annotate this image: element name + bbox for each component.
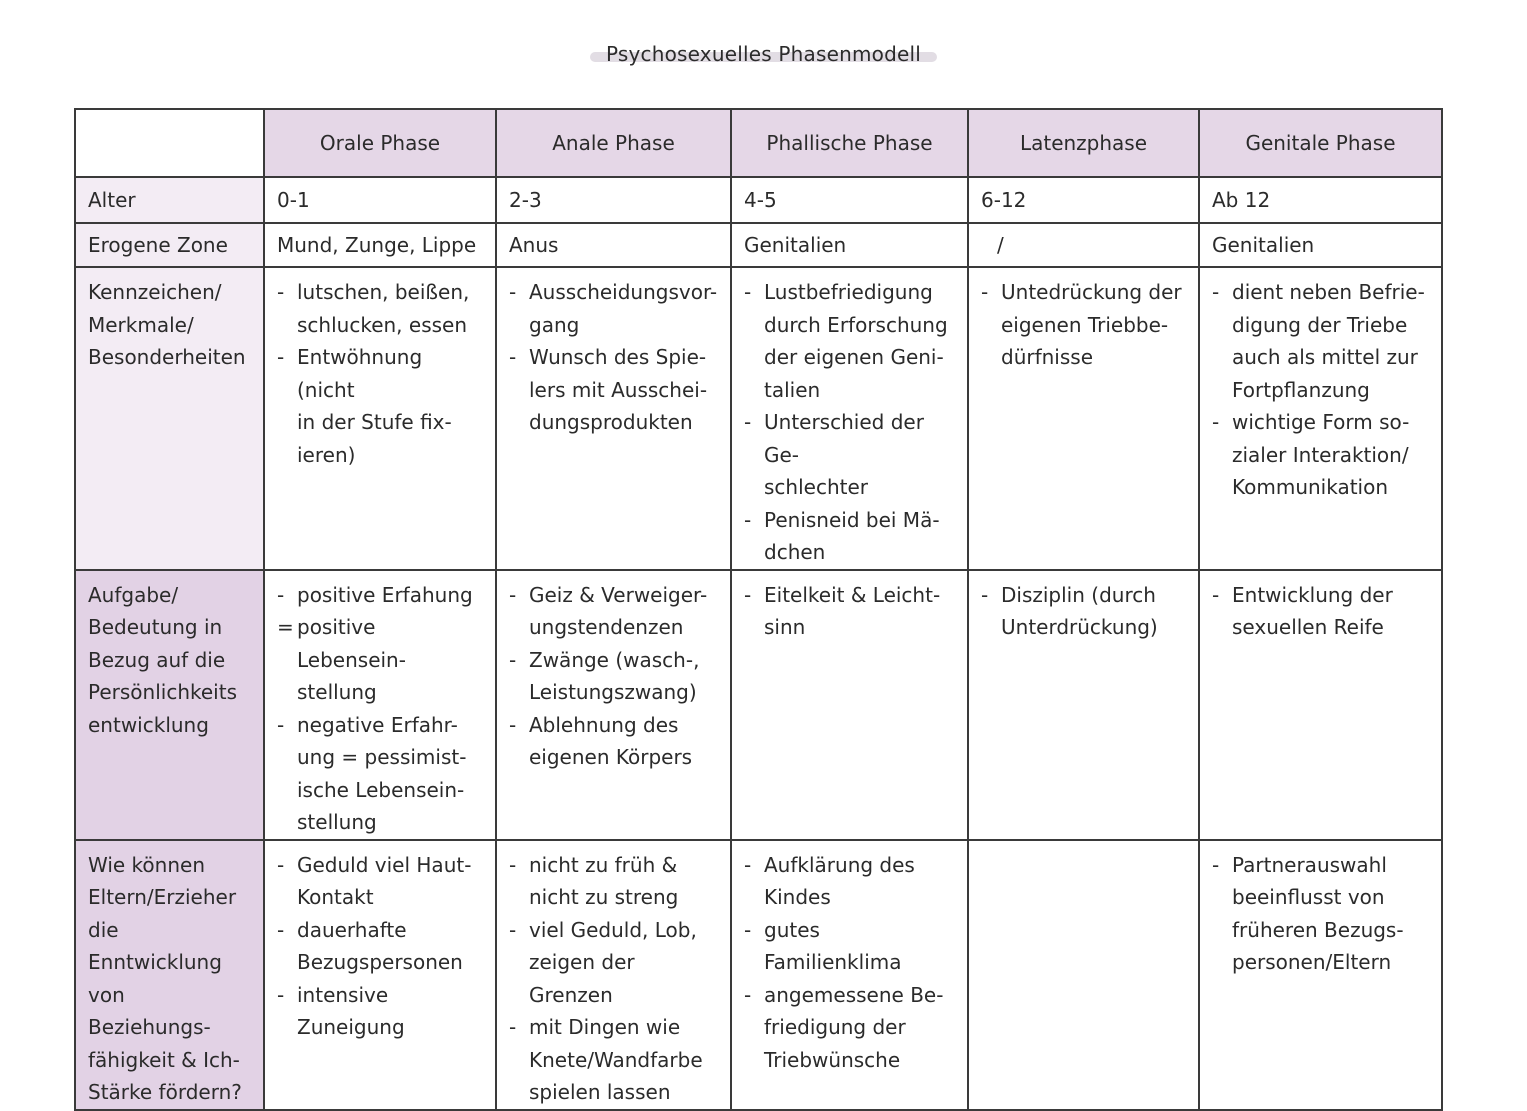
- bullet-line: - Unterschied der Ge-: [764, 410, 924, 467]
- row-label-kennzeichen: [75, 267, 264, 570]
- bullet-item: [509, 341, 718, 439]
- bullet-line: Kommunikation: [1232, 475, 1389, 499]
- cell-aufgabe-anale: [496, 570, 731, 840]
- cell-zone-genitale: Genitalien: [1199, 223, 1442, 267]
- bullet-line: Kindes: [764, 885, 831, 909]
- cell-aufgabe-latenz: [968, 570, 1199, 840]
- bullet-line: schlechter: [764, 475, 868, 499]
- bullet-line: - angemessene Be-: [764, 982, 944, 1007]
- bullet-line: beeinflusst von: [1232, 885, 1385, 909]
- bullet-line: - viel Geduld, Lob,: [529, 917, 697, 942]
- cell-zone-anale: Anus: [496, 223, 731, 267]
- bullet-item: [744, 276, 955, 406]
- bullet-line: - Partnerauswahl: [1232, 852, 1387, 877]
- bullet-line: - Untedrückung der: [1001, 280, 1182, 304]
- bullet-item: [509, 579, 718, 644]
- cell-foerderung-anale: [496, 840, 731, 1110]
- bullet-line: zialer Interaktion/: [1232, 442, 1409, 467]
- bullet-item: [981, 276, 1186, 374]
- label-line: Stärke fördern?: [88, 1080, 242, 1104]
- label-line: entwicklung: [88, 712, 209, 737]
- bullet-list: [744, 849, 955, 1077]
- bullet-list: [744, 579, 955, 644]
- bullet-line: lers mit Ausschei-: [529, 377, 708, 402]
- bullet-item: [744, 979, 955, 1077]
- cell-kennzeichen-orale: [264, 267, 496, 570]
- header-row: [75, 109, 1442, 177]
- bullet-item: [509, 644, 718, 709]
- bullet-item: [744, 406, 955, 504]
- bullet-list: [981, 579, 1186, 644]
- bullet-line: - wichtige Form so-: [1232, 410, 1410, 434]
- label-line: Bedeutung in: [88, 615, 223, 639]
- bullet-line: - Penisneid bei Mä-: [764, 507, 940, 532]
- bullet-line: auch als mittel zur: [1232, 345, 1418, 369]
- bullet-line: - gutes Familienklima: [764, 917, 902, 974]
- row-foerderung: [75, 840, 1442, 1110]
- cell-kennzeichen-phallische: [731, 267, 968, 570]
- bullet-list: [1212, 579, 1429, 644]
- bullet-line: digung der Triebe: [1232, 312, 1408, 337]
- bullet-line: - Eitelkeit & Leicht-: [764, 582, 941, 607]
- bullet-item: [509, 914, 718, 1012]
- cell-alter-orale: 0-1: [264, 177, 496, 223]
- cell-alter-phallische: 4-5: [731, 177, 968, 223]
- bullet-line: dungsprodukten: [529, 410, 693, 434]
- bullet-list: [277, 276, 483, 471]
- cell-zone-orale: Mund, Zunge, Lippe: [264, 223, 496, 267]
- bullet-line: der eigenen Geni-: [764, 345, 944, 369]
- bullet-list: [1212, 849, 1429, 979]
- bullet-list: [509, 849, 718, 1109]
- cell-foerderung-orale: [264, 840, 496, 1110]
- label-line: Bezug auf die: [88, 647, 226, 672]
- bullet-line: durch Erforschung: [764, 312, 948, 337]
- bullet-list: [277, 579, 483, 839]
- bullet-item: [277, 979, 483, 1044]
- bullet-line: früheren Bezugs-: [1232, 917, 1404, 942]
- label-line: Aufgabe/: [88, 582, 179, 607]
- bullet-item: [509, 1011, 718, 1109]
- cell-aufgabe-phallische: [731, 570, 968, 840]
- row-aufgabe: [75, 570, 1442, 840]
- bullet-item: [744, 914, 955, 979]
- cell-foerderung-phallische: [731, 840, 968, 1110]
- bullet-item: [1212, 579, 1429, 644]
- bullet-line: in der Stufe fix-: [297, 410, 452, 434]
- bullet-line: eigenen Triebbe-: [1001, 312, 1169, 337]
- row-label-alter: Alter: [75, 177, 264, 223]
- page-title: Psychosexuelles Phasenmodell: [590, 42, 937, 66]
- bullet-item: [509, 709, 718, 774]
- cell-aufgabe-orale: [264, 570, 496, 840]
- bullet-line: Unterdrückung): [1001, 615, 1158, 639]
- row-erogene-zone: [75, 223, 1442, 267]
- label-line: fähigkeit & Ich-: [88, 1047, 240, 1072]
- bullet-line: - Zwänge (wasch-,: [529, 647, 700, 672]
- bullet-line: - Lustbefriedigung: [764, 280, 933, 304]
- bullet-line: Leistungszwang): [529, 680, 697, 704]
- bullet-list: [981, 276, 1186, 374]
- bullet-line: - positive Erfahung: [297, 582, 473, 607]
- label-line: Merkmale/: [88, 312, 194, 337]
- bullet-line: ieren): [297, 442, 356, 467]
- bullet-line: personen/Eltern: [1232, 950, 1392, 974]
- bullet-line: ung = pessimist-: [297, 745, 467, 769]
- bullet-item: [509, 276, 718, 341]
- bullet-item: [277, 914, 483, 979]
- bullet-list: [277, 849, 483, 1044]
- bullet-line: ungstendenzen: [529, 615, 684, 639]
- label-line: von Beziehungs-: [88, 982, 211, 1039]
- bullet-line: - Disziplin (durch: [1001, 582, 1156, 607]
- bullet-line: zeigen der Grenzen: [529, 950, 635, 1007]
- bullet-line: - lutschen, beißen,: [297, 280, 470, 304]
- bullet-line: - dient neben Befrie-: [1232, 280, 1425, 304]
- bullet-line: Kontakt: [297, 885, 374, 909]
- header-orale-phase: Orale Phase: [264, 109, 496, 177]
- bullet-line: talien: [764, 377, 821, 402]
- row-label-aufgabe: [75, 570, 264, 840]
- bullet-line: gang: [529, 312, 580, 337]
- bullet-line: Bezugspersonen: [297, 950, 463, 974]
- cell-alter-genitale: Ab 12: [1199, 177, 1442, 223]
- bullet-item: [277, 276, 483, 341]
- cell-kennzeichen-anale: [496, 267, 731, 570]
- bullet-line: Fortpflanzung: [1232, 377, 1370, 402]
- label-line: Besonderheiten: [88, 345, 246, 369]
- bullet-line: = positive Lebensein-: [297, 615, 406, 672]
- header-genitale-phase: Genitale Phase: [1199, 109, 1442, 177]
- bullet-item: [981, 579, 1186, 644]
- bullet-line: sinn: [764, 615, 806, 639]
- bullet-item: [277, 611, 483, 709]
- label-line: die Enntwicklung: [88, 917, 222, 974]
- label-line: Eltern/Erzieher: [88, 885, 237, 909]
- bullet-line: ische Lebensein-: [297, 777, 465, 802]
- bullet-line: dchen: [764, 540, 826, 564]
- bullet-item: [744, 504, 955, 569]
- cell-kennzeichen-latenz: [968, 267, 1199, 570]
- bullet-line: - Ablehnung des: [529, 712, 679, 737]
- bullet-line: - Geiz & Verweiger-: [529, 582, 708, 607]
- bullet-list: [744, 276, 955, 569]
- bullet-line: nicht zu streng: [529, 885, 679, 909]
- bullet-item: [509, 849, 718, 914]
- bullet-item: [277, 341, 483, 471]
- bullet-line: - Aufklärung des: [764, 852, 915, 877]
- bullet-item: [277, 579, 483, 612]
- bullet-line: - Wunsch des Spie-: [529, 345, 707, 369]
- row-label-erogene-zone: Erogene Zone: [75, 223, 264, 267]
- row-label-foerderung: [75, 840, 264, 1110]
- cell-zone-latenz: /: [968, 223, 1199, 267]
- bullet-item: [1212, 406, 1429, 504]
- bullet-line: spielen lassen: [529, 1080, 671, 1104]
- label-line: Persönlichkeits: [88, 680, 237, 704]
- cell-foerderung-genitale: [1199, 840, 1442, 1110]
- cell-aufgabe-genitale: [1199, 570, 1442, 840]
- bullet-line: - mit Dingen wie: [529, 1015, 681, 1039]
- cell-alter-anale: 2-3: [496, 177, 731, 223]
- label-line: Wie können: [88, 852, 205, 877]
- phase-table: [74, 108, 1443, 1111]
- bullet-list: [509, 276, 718, 439]
- bullet-item: [1212, 276, 1429, 406]
- bullet-item: [277, 849, 483, 914]
- bullet-line: - negative Erfahr-: [297, 712, 458, 737]
- bullet-line: eigenen Körpers: [529, 745, 693, 769]
- bullet-item: [1212, 849, 1429, 979]
- bullet-line: friedigung der: [764, 1015, 906, 1039]
- bullet-line: Knete/Wandfarbe: [529, 1047, 703, 1072]
- bullet-line: sexuellen Reife: [1232, 615, 1384, 639]
- bullet-line: - Geduld viel Haut-: [297, 852, 472, 877]
- header-corner-cell: [75, 109, 264, 177]
- bullet-line: - nicht zu früh &: [529, 852, 678, 877]
- cell-alter-latenz: 6-12: [968, 177, 1199, 223]
- header-latenzphase: Latenzphase: [968, 109, 1199, 177]
- bullet-item: [744, 579, 955, 644]
- bullet-line: stellung: [297, 810, 377, 834]
- row-alter: [75, 177, 1442, 223]
- bullet-list: [1212, 276, 1429, 504]
- bullet-list: [509, 579, 718, 774]
- bullet-line: - intensive Zuneigung: [297, 982, 405, 1039]
- bullet-item: [744, 849, 955, 914]
- bullet-line: Triebwünsche: [764, 1047, 901, 1072]
- bullet-line: dürfnisse: [1001, 345, 1094, 369]
- cell-zone-phallische: Genitalien: [731, 223, 968, 267]
- bullet-line: - Entwöhnung (nicht: [297, 345, 423, 402]
- cell-foerderung-latenz: [968, 840, 1199, 1110]
- bullet-line: - Entwicklung der: [1232, 582, 1393, 607]
- header-phallische-phase: Phallische Phase: [731, 109, 968, 177]
- bullet-line: stellung: [297, 680, 377, 704]
- bullet-line: - Ausscheidungsvor-: [529, 280, 718, 304]
- bullet-line: schlucken, essen: [297, 312, 468, 337]
- label-line: Kennzeichen/: [88, 280, 222, 304]
- cell-kennzeichen-genitale: [1199, 267, 1442, 570]
- bullet-line: - dauerhafte: [297, 917, 407, 942]
- row-kennzeichen: [75, 267, 1442, 570]
- bullet-item: [277, 709, 483, 839]
- header-anale-phase: Anale Phase: [496, 109, 731, 177]
